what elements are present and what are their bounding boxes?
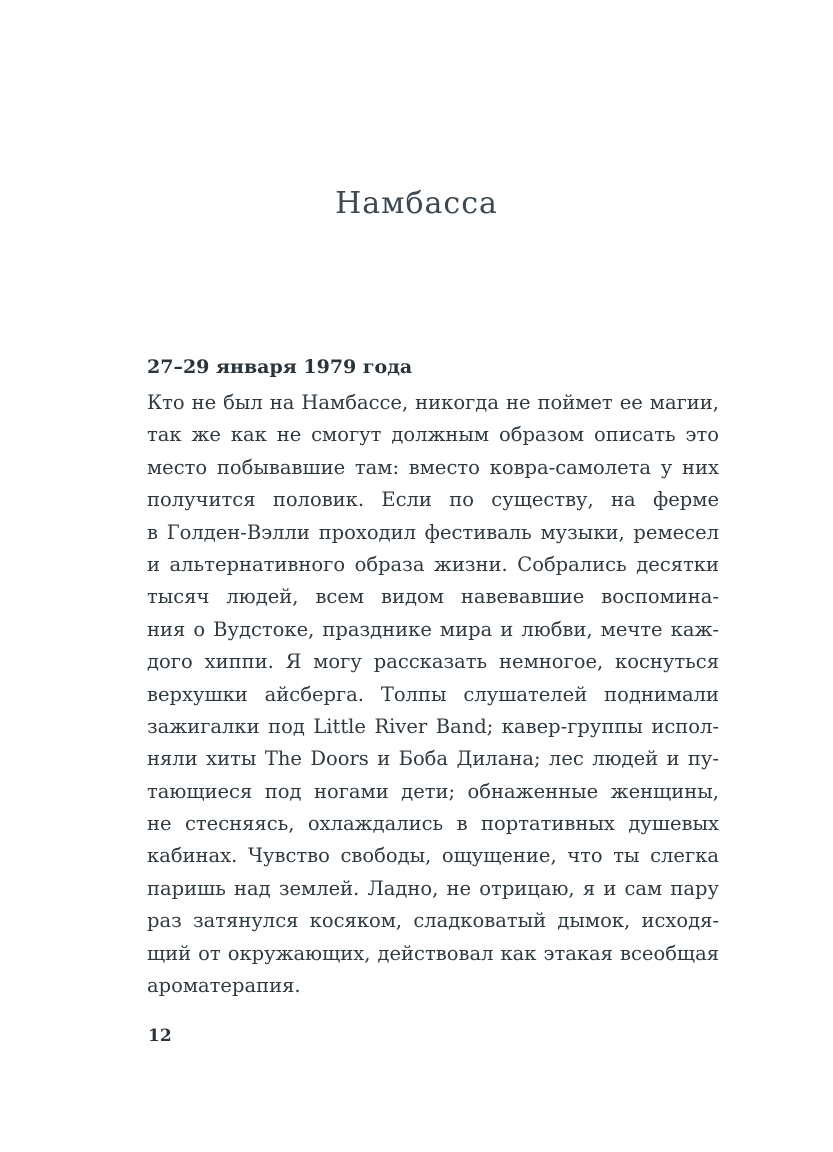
text-line: тысяч людей, всем видом навевавшие воспомина- <box>147 585 719 609</box>
text-line: ния о Вудстоке, празднике мира и любви, мечте каж- <box>147 617 719 641</box>
body-paragraph <box>147 387 719 1002</box>
text-line: не стесняясь, охлаждались в портативных душевых <box>147 812 719 836</box>
text-line: так же как не смогут должным образом описать это <box>147 423 719 447</box>
text-line: Кто не был на Намбассе, никогда не поймет ее магии, <box>147 391 719 414</box>
text-line: щий от окружающих, действовал как этакая всеобщая <box>147 941 719 965</box>
text-line: получится половик. Если по существу, на ферме <box>147 488 719 512</box>
text-line: верхушки айсберга. Толпы слушателей поднимали <box>147 682 719 706</box>
text-line: кабинах. Чувство свободы, ощущение, что ты слегка <box>147 844 719 868</box>
text-line: в Голден-Вэлли проходил фестиваль музыки, ремесел <box>147 520 719 544</box>
text-line: зажигалки под Little River Band; кавер-группы испол- <box>147 714 719 738</box>
date-heading: 27–29 января 1979 года <box>147 356 413 378</box>
text-line: дого хиппи. Я могу рассказать немногое, коснуться <box>147 650 719 674</box>
text-line: няли хиты The Doors и Боба Дилана; лес людей и пу- <box>147 747 719 771</box>
text-line: ароматерапия. <box>147 974 301 998</box>
text-line: и альтернативного образа жизни. Собрались десятки <box>147 552 719 576</box>
page-number: 12 <box>148 1026 172 1046</box>
text-line: место побывавшие там: вместо ковра-самолета у них <box>147 455 719 479</box>
text-line: раз затянулся косяком, сладковатый дымок, исходя- <box>147 909 719 933</box>
text-line: тающиеся под ногами дети; обнаженные женщины, <box>147 779 719 803</box>
text-line: паришь над землей. Ладно, не отрицаю, я и сам пару <box>147 876 719 900</box>
chapter-title: Намбасса <box>335 186 498 221</box>
